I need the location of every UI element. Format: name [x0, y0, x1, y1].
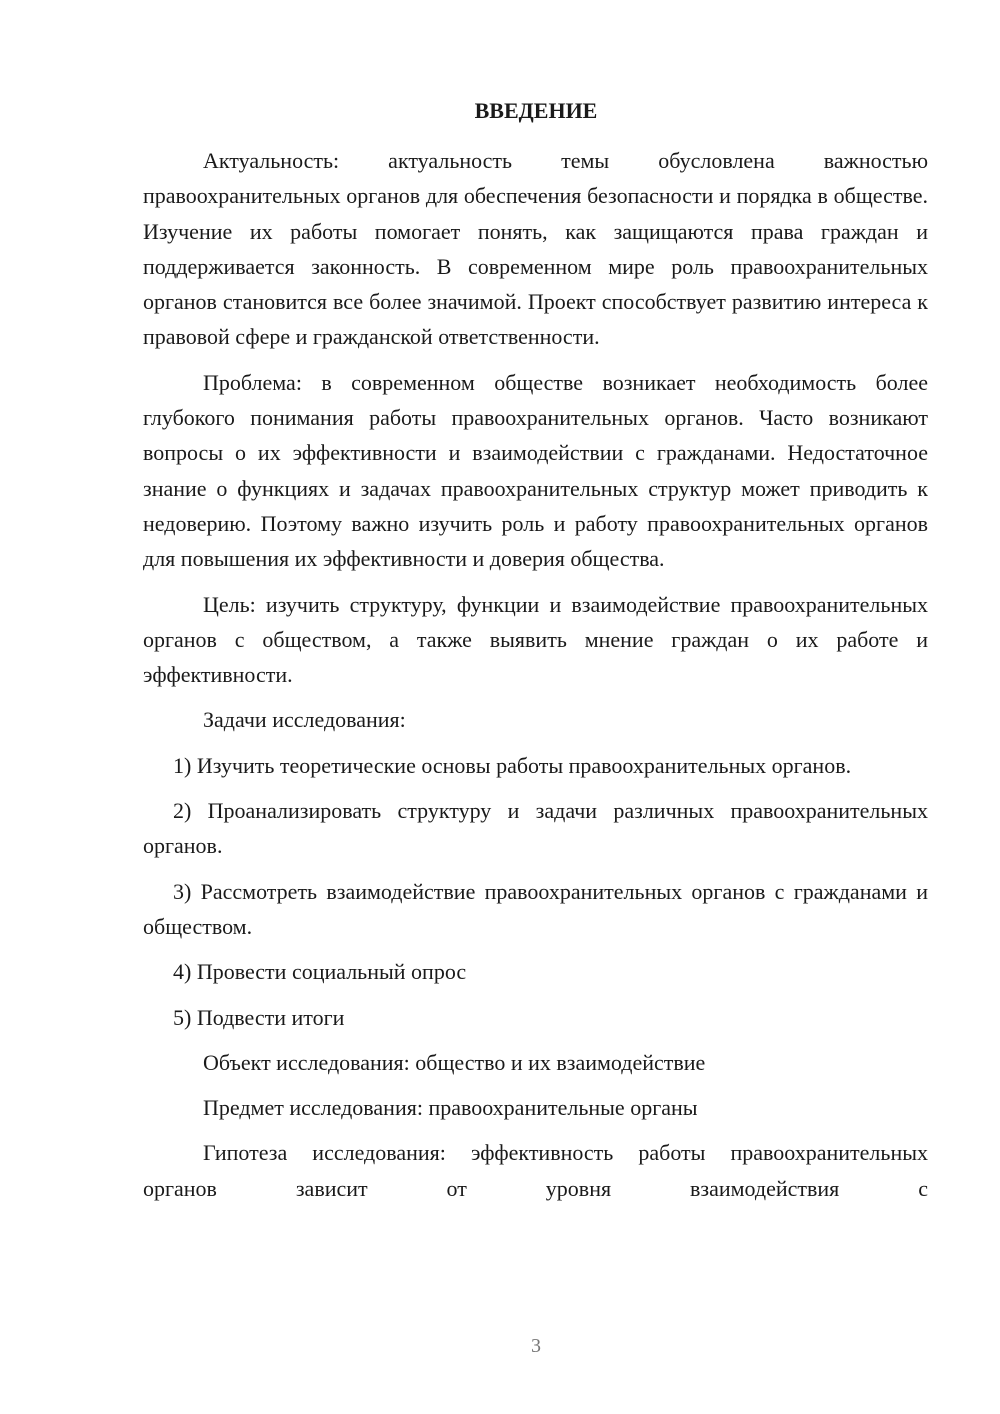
task-item-3: 3) Рассмотреть взаимодействие правоохранительных органов с гражданами и обществом. [143, 878, 928, 939]
research-subject: Предмет исследования: правоохранительные органы [203, 1095, 698, 1121]
task-item-2: 2) Проанализировать структуру и задачи различных правоохранительных органов. [143, 798, 928, 859]
relevance-paragraph: Актуальность: актуальность темы обусловлена важностью правоохранительных органов для обеспечения безопасности и порядка в обществе. Изучение их работы помогает понять, как защищаются права граждан и поддерживается законность. В современном мире роль правоохранительных органов становится все более значимой. Проект способствует развитию интереса к правовой сфере и гражданской ответственности. [143, 148, 928, 350]
task-item-5: 5) Подвести итоги [173, 1004, 345, 1030]
goal-paragraph: Цель: изучить структуру, функции и взаимодействие правоохранительных органов с обществом, а также выявить мнение граждан о их работе и эффективности. [143, 591, 928, 688]
task-item-4: 4) Провести социальный опрос [173, 959, 467, 985]
tasks-heading: Задачи исследования: [203, 707, 406, 733]
research-hypothesis: Гипотеза исследования: эффективность работы правоохранительных органов зависит от уровня взаимодействия с [143, 1140, 928, 1201]
task-item-1: 1) Изучить теоретические основы работы правоохранительных органов. [173, 752, 852, 778]
document-title: ВВЕДЕНИЕ [474, 98, 598, 123]
document-body [143, 143, 928, 1206]
page-number: 3 [531, 1335, 541, 1357]
problem-paragraph: Проблема: в современном обществе возникает необходимость более глубокого понимания работы правоохранительных органов. Часто возникают вопросы о их эффективности и взаимодействии с гражданами. Недостаточное знание о функциях и задачах правоохранительных структур может приводить к недоверию. Поэтому важно изучить роль и работу правоохранительных органов для повышения их эффективности и доверия общества. [143, 369, 928, 572]
research-object: Объект исследования: общество и их взаимодействие [203, 1049, 706, 1075]
